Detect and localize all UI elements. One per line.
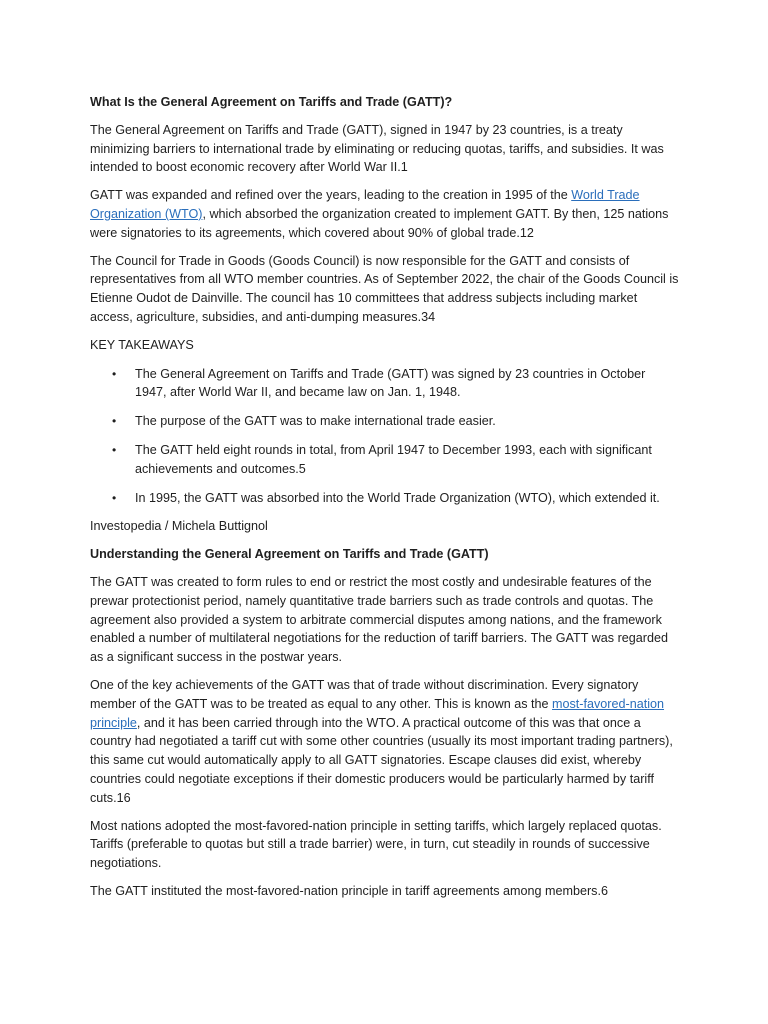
list-item-text: In 1995, the GATT was absorbed into the World Trade Organization (WTO), which extended it.	[135, 490, 660, 505]
bullet-icon: •	[112, 366, 117, 381]
key-takeaways-label: KEY TAKEAWAYS	[90, 337, 194, 352]
list-item	[90, 441, 680, 479]
paragraph-mfn-text-after: , and it has been carried through into the WTO. A practical outcome of this was that once a country had negotiated a tariff cut with some other countries (usually its most important trading partners), this same cut would automatically apply to all GATT signatories. Escape clauses did exist, whereby countries could negotiate exceptions if their domestic producers would be particularly harmed by tariff cuts.16	[90, 715, 673, 805]
paragraph-mfn-summary: The GATT instituted the most-favored-nation principle in tariff agreements among members.6	[90, 883, 608, 898]
list-item	[90, 489, 680, 508]
list-item-text: The GATT held eight rounds in total, from April 1947 to December 1993, each with significant achievements and outcomes.5	[135, 442, 652, 476]
section-heading-understanding-gatt: Understanding the General Agreement on Tariffs and Trade (GATT)	[90, 547, 489, 562]
key-takeaways-list	[90, 365, 680, 508]
paragraph-goods-council: The Council for Trade in Goods (Goods Council) is now responsible for the GATT and consists of representatives from all WTO member countries. As of September 2022, the chair of the Goods Council is Etienne Oudot de Dainville. The council has 10 committees that address subjects including market access, agriculture, subsidies, and anti-dumping measures.34	[90, 253, 679, 324]
bullet-icon: •	[112, 414, 117, 429]
section-heading-what-is-gatt: What Is the General Agreement on Tariffs and Trade (GATT)?	[90, 95, 453, 109]
paragraph-tariffs: Most nations adopted the most-favored-nation principle in setting tariffs, which largely replaced quotas. Tariffs (preferable to quotas but still a trade barrier) were, in turn, cut steadily in rounds of successive negotiations.	[90, 818, 662, 871]
paragraph-gatt-purpose: The GATT was created to form rules to end or restrict the most costly and undesirable features of the prewar protectionist period, namely quantitative trade barriers such as trade controls and quotas. The agreement also provided a system to arbitrate commercial disputes among nations, and the framework enabled a number of multilateral negotiations for the reduction of tariff barriers. The GATT was regarded as a significant success in the postwar years.	[90, 574, 668, 665]
bullet-icon: •	[112, 442, 117, 457]
list-item	[90, 412, 680, 431]
wto-link[interactable]: World Trade Organization (WTO)	[90, 188, 640, 221]
paragraph-intro: The General Agreement on Tariffs and Trade (GATT), signed in 1947 by 23 countries, is a treaty minimizing barriers to international trade by eliminating or reducing quotas, tariffs, and subsidies. It was intended to boost economic recovery after World War II.1	[90, 122, 664, 175]
image-credit: Investopedia / Michela Buttignol	[90, 519, 268, 534]
paragraph-mfn-text-before: One of the key achievements of the GATT was that of trade without discrimination. Every signatory member of the GATT was to be treated as equal to any other. This is known as the	[90, 677, 639, 711]
paragraph-mfn	[90, 676, 680, 808]
list-item-text: The purpose of the GATT was to make international trade easier.	[135, 414, 496, 429]
paragraph-wto-text-after: , which absorbed the organization created to implement GATT. By then, 125 nations were signatories to its agreements, which covered about 90% of global trade.12	[90, 206, 669, 240]
paragraph-wto-text-before: GATT was expanded and refined over the years, leading to the creation in 1995 of the	[90, 188, 572, 203]
mfn-principle-link[interactable]: most-favored-nation principle	[90, 696, 665, 730]
list-item-text: The General Agreement on Tariffs and Trade (GATT) was signed by 23 countries in October 1947, after World War II, and became law on Jan. 1, 1948.	[135, 366, 646, 400]
list-item	[90, 365, 680, 403]
paragraph-wto-expansion	[90, 186, 680, 242]
bullet-icon: •	[112, 490, 117, 505]
